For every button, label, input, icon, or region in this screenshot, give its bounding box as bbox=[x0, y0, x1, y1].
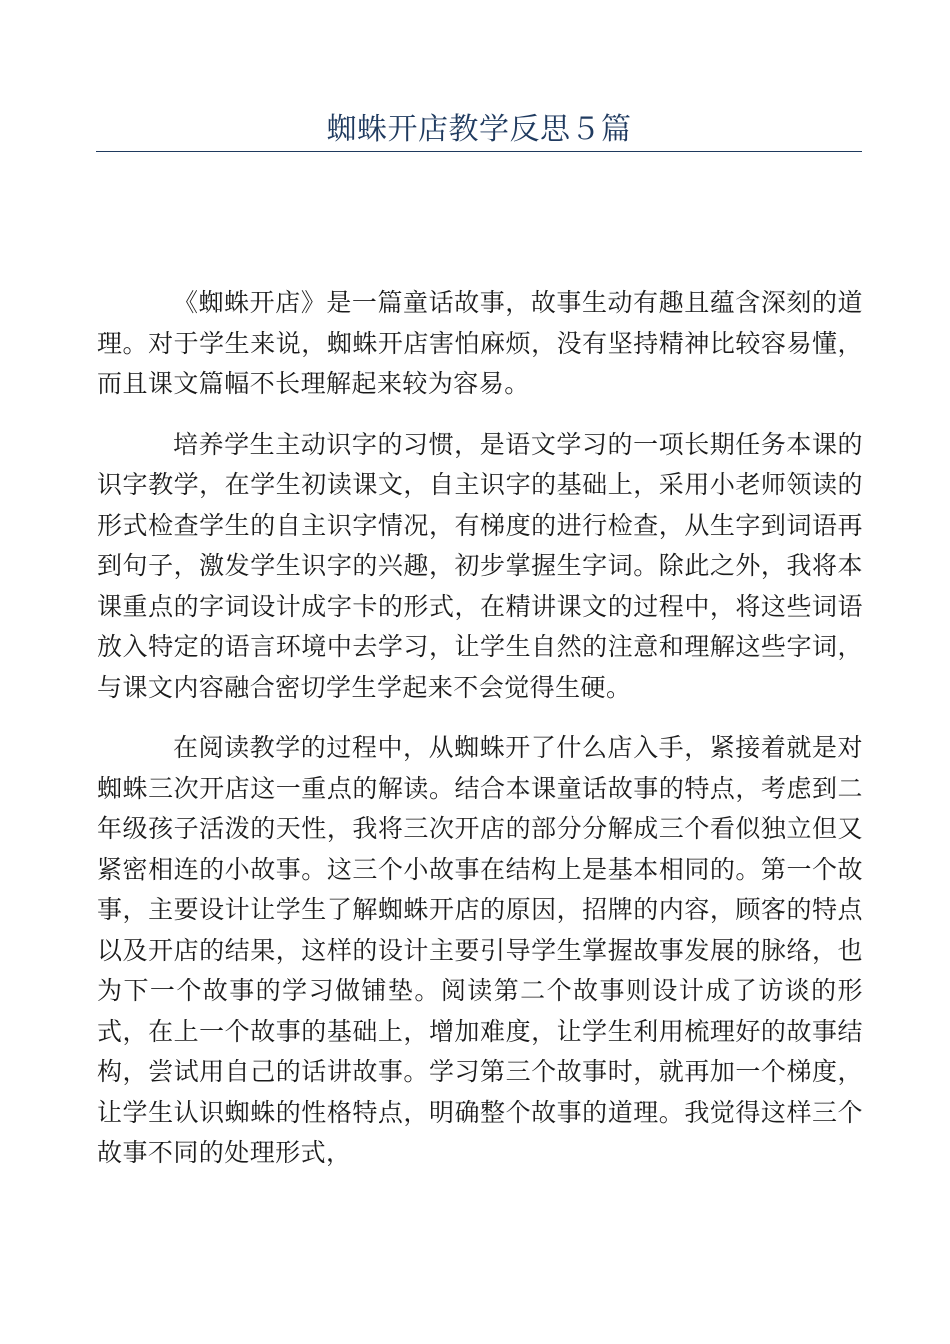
document-title: 蜘蛛开店教学反思５篇 bbox=[326, 112, 632, 147]
paragraph-2: 培养学生主动识字的习惯，是语文学习的一项长期任务本课的识字教学，在学生初读课文，自主识字的基础上，采用小老师领读的形式检查学生的自主识字情况，有梯度的进行检查，从生字到词语再到句子，激发学生识字的兴趣，初步掌握生字词。除此之外，我将本课重点的字词设计成字卡的形式，在精讲课文的过程中，将这些词语放入特定的语言环境中去学习，让学生自然的注意和理解这些字词，与课文内容融合密切学生学起来不会觉得生硬。 bbox=[97, 429, 863, 702]
paragraph-3: 在阅读教学的过程中，从蜘蛛开了什么店入手，紧接着就是对蜘蛛三次开店这一重点的解读。结合本课童话故事的特点，考虑到二年级孩子活泼的天性，我将三次开店的部分分解成三个看似独立但又紧密相连的小故事。这三个小故事在结构上是基本相同的。第一个故事，主要设计让学生了解蜘蛛开店的原因，招牌的内容，顾客的特点以及开店的结果，这样的设计主要引导学生掌握故事发展的脉络，也为下一个故事的学习做铺垫。阅读第二个故事则设计成了访谈的形式，在上一个故事的基础上，增加难度，让学生利用梳理好的故事结构，尝试用自己的话讲故事。学习第三个故事时，就再加一个梯度，让学生认识蜘蛛的性格特点，明确整个故事的道理。我觉得这样三个故事不同的处理形式， bbox=[97, 733, 863, 1167]
paragraph-1: 《蜘蛛开店》是一篇童话故事，故事生动有趣且蕴含深刻的道理。对于学生来说，蜘蛛开店害怕麻烦，没有坚持精神比较容易懂，而且课文篇幅不长理解起来较为容易。 bbox=[97, 288, 863, 398]
document-body bbox=[97, 283, 863, 1194]
title-underline bbox=[96, 151, 862, 152]
